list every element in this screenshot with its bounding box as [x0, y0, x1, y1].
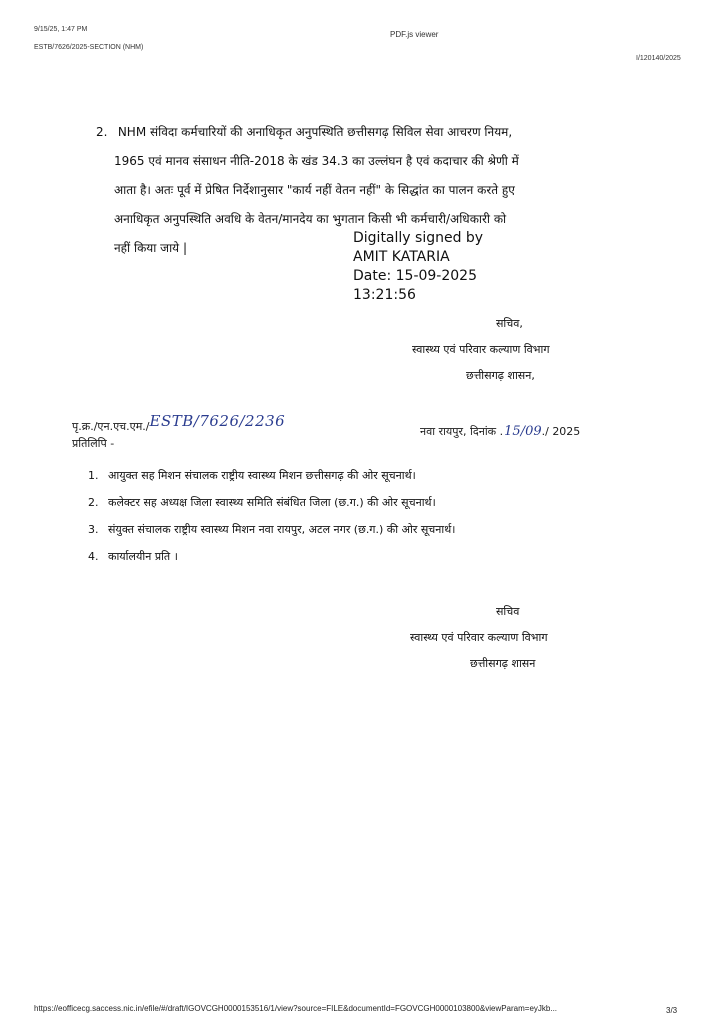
list-item-number: 4. — [88, 550, 99, 563]
document-url-link[interactable]: https://eofficecg.saccess.nic.in/efile/#/draft/IGOVCGH0000153516/1/view?source=FILE&documentId=FGOVCGH0000103800&viewParam=eyJkb... — [34, 1004, 558, 1013]
copy-label: प्रतिलिपि - — [72, 437, 115, 450]
list-item-number: 3. — [88, 523, 99, 536]
list-item-text: संयुक्त संचालक राष्ट्रीय स्वास्थ्य मिशन नवा रायपुर, अटल नगर (छ.ग.) की ओर सूचनार्थ। — [108, 523, 456, 536]
list-item — [88, 516, 455, 543]
list-item-text: कार्यालयीन प्रति । — [108, 550, 178, 563]
viewer-title: PDF.js viewer — [390, 30, 439, 39]
reference-prefix: पृ.क्र./एन.एच.एम./ — [72, 420, 150, 433]
paragraph-line: NHM संविदा कर्मचारियों की अनाधिकृत अनुपस्थिति छत्तीसगढ़ सिविल सेवा आचरण नियम, — [117, 125, 513, 139]
print-datetime: 9/15/25, 1:47 PM — [34, 26, 88, 33]
place-date: नवा रायपुर, दिनांक .15/09./ 2025 — [420, 424, 581, 439]
section-label: ESTB/7626/2025-SECTION (NHM) — [34, 44, 144, 51]
signature-date: Date: 15-09-2025 — [353, 268, 477, 284]
reference-number — [72, 412, 286, 434]
page-number: 3/3 — [666, 1006, 678, 1015]
paragraph-line: अनाधिकृत अनुपस्थिति अवधि के वेतन/मानदेय का भुगतान किसी भी कर्मचारी/अधिकारी को — [114, 212, 507, 226]
digital-signature — [353, 229, 483, 305]
list-item — [88, 543, 455, 570]
handwritten-reference: ESTB/7626/2236 — [149, 412, 286, 430]
signatory-department: स्वास्थ्य एवं परिवार कल्याण विभाग — [412, 343, 550, 356]
paragraph-number: 2. — [96, 125, 108, 139]
list-item-number: 2. — [88, 496, 99, 509]
list-item — [88, 462, 455, 489]
signatory-title: सचिव — [496, 605, 520, 618]
list-item — [88, 489, 455, 516]
date-year: 2025 — [552, 425, 581, 438]
signature-name: AMIT KATARIA — [353, 249, 450, 265]
list-item-number: 1. — [88, 469, 99, 482]
file-reference: I/120140/2025 — [636, 55, 681, 62]
signatory-department: स्वास्थ्य एवं परिवार कल्याण विभाग — [410, 631, 548, 644]
copy-list — [88, 462, 455, 570]
list-item-text: कलेक्टर सह अध्यक्ष जिला स्वास्थ्य समिति संबंधित जिला (छ.ग.) की ओर सूचनार्थ। — [108, 496, 436, 509]
signatory-government: छत्तीसगढ़ शासन, — [466, 369, 535, 382]
signature-line: Digitally signed by — [353, 230, 484, 246]
signatory-title: सचिव, — [496, 317, 523, 330]
handwritten-date: 15/09 — [504, 424, 542, 439]
place-date-label: नवा रायपुर, दिनांक — [420, 425, 497, 438]
paragraph-line: 1965 एवं मानव संसाधन नीति-2018 के खंड 34.3 का उल्लंघन है एवं कदाचार की श्रेणी में — [114, 154, 519, 168]
signature-time: 13:21:56 — [353, 287, 416, 303]
signatory-government: छत्तीसगढ़ शासन — [470, 657, 536, 670]
paragraph-line: नहीं किया जाये | — [114, 241, 187, 255]
paragraph-line: आता है। अतः पूर्व में प्रेषित निर्देशानुसार "कार्य नहीं वेतन नहीं" के सिद्धांत का पालन करते हुए — [114, 183, 515, 197]
list-item-text: आयुक्त सह मिशन संचालक राष्ट्रीय स्वास्थ्य मिशन छत्तीसगढ़ की ओर सूचनार्थ। — [108, 469, 416, 482]
